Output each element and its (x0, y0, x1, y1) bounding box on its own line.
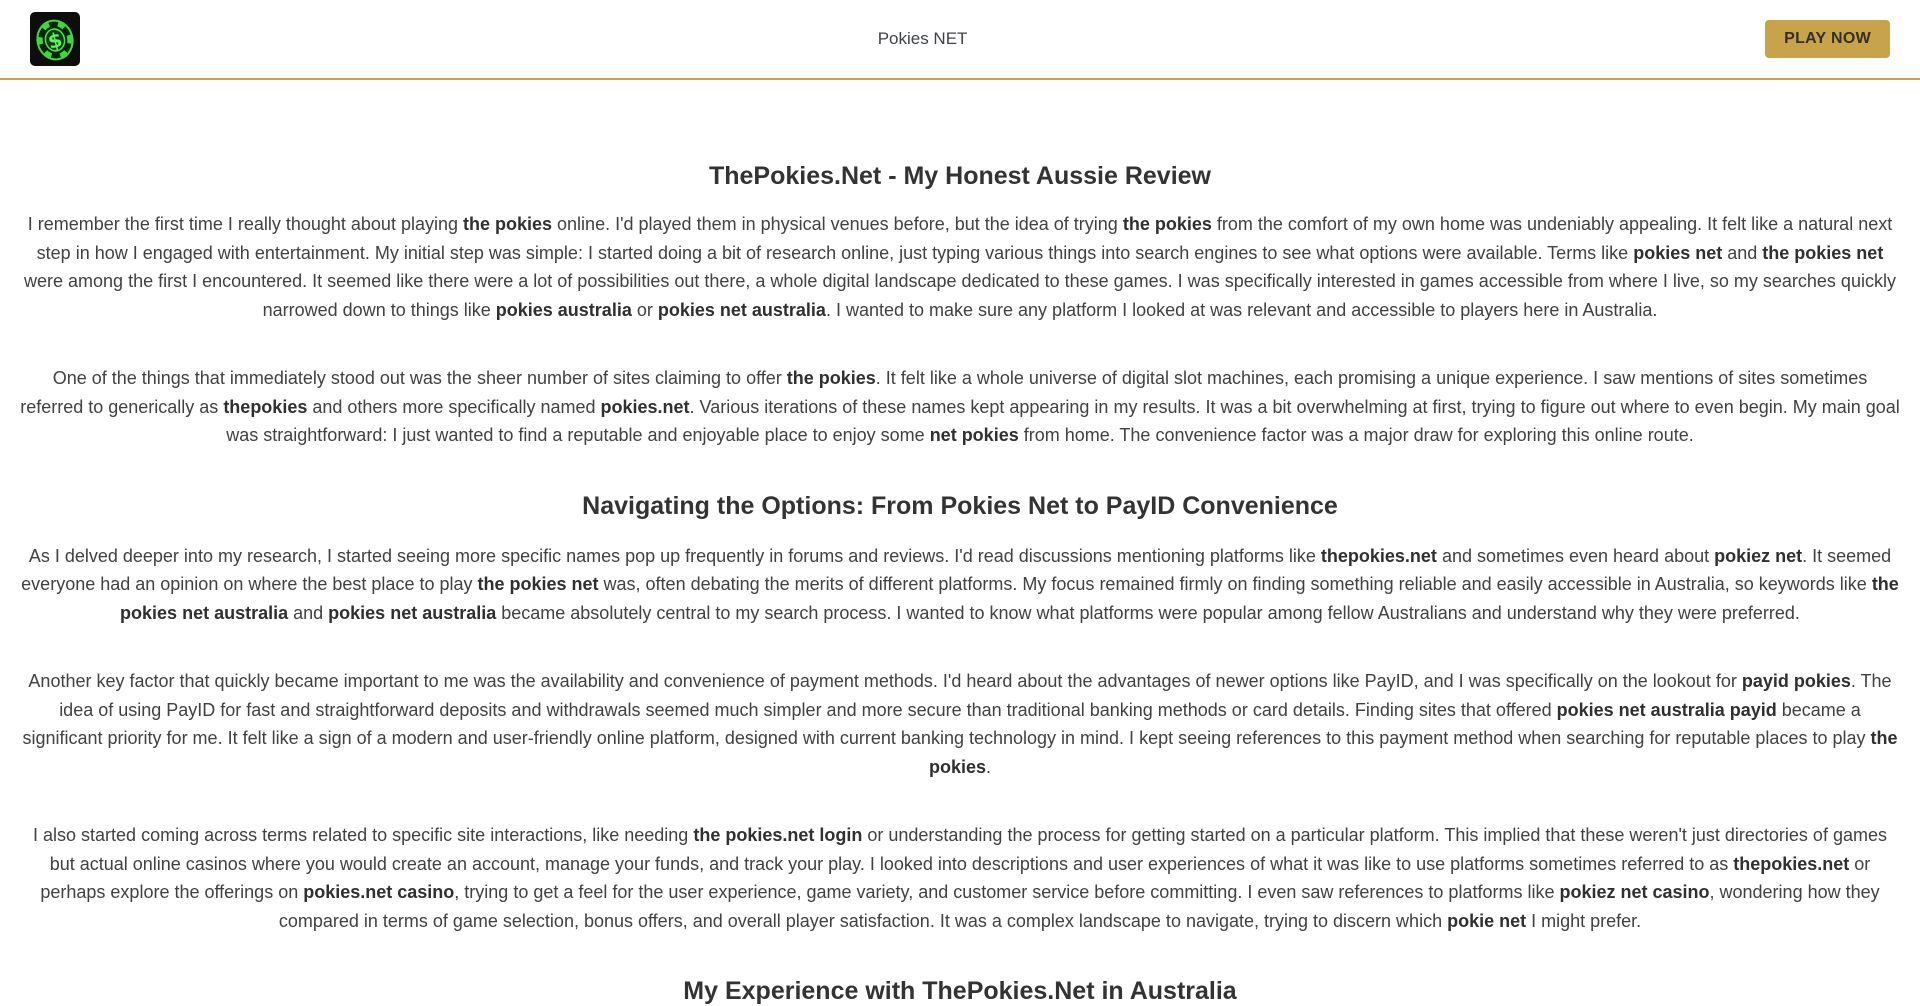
play-now-button[interactable]: PLAY NOW (1765, 20, 1890, 58)
site-logo[interactable] (30, 12, 80, 66)
article-title: ThePokies.Net - My Honest Aussie Review (708, 162, 1211, 190)
article-paragraph: Another key factor that quickly became important to me was the availability and convenience of payment methods. I'd heard about the advantages of newer options like PayID, and I was specifically on the lookout for payid pokies. The idea of using PayID for fast and straightforward deposits and withdrawals seemed much simpler and more secure than traditional banking methods or card details. Finding sites that offered pokies net australia payid became a significant priority for me. It felt like a sign of a modern and user-friendly online platform, designed with current banking technology in mind. I kept seeing references to this payment method when searching for reputable places to play the pokies. (22, 671, 1898, 777)
article-paragraph: As I delved deeper into my research, I started seeing more specific names pop up frequently in forums and reviews. I'd read discussions mentioning platforms like thepokies.net and sometimes even heard about pokiez net. It seemed everyone had an opinion on where the best place to play the pokies net was, often debating the merits of different platforms. My focus remained firmly on finding something reliable and easily accessible in Australia, so keywords like the pokies net australia and pokies net australia became absolutely central to my search process. I wanted to know what platforms were popular among fellow Australians and understand why they were preferred. (21, 545, 1899, 623)
article-paragraph: I remember the first time I really thought about playing the pokies online. I'd played them in physical venues before, but the idea of trying the pokies from the comfort of my own home was undeniably appealing. It felt like a natural next step in how I engaged with entertainment. My initial step was simple: I started doing a bit of research online, just typing various things into search engines to see what options were available. Terms like pokies net and the pokies net were among the first I encountered. It seemed like there were a lot of possibilities out there, a whole digital landscape dedicated to these games. I was specifically interested in games accessible from where I live, so my searches quickly narrowed down to things like pokies australia or pokies net australia. I wanted to make sure any platform I looked at was relevant and accessible to players here in Australia. (24, 214, 1896, 320)
article-paragraph: I also started coming across terms related to specific site interactions, like needing the pokies.net login or understanding the process for getting started on a particular platform. This implied that these weren't just directories of games but actual online casinos where you would create an account, manage your funds, and track your play. I looked into descriptions and user experiences of what it was like to use platforms sometimes referred to as thepokies.net or perhaps explore the offerings on pokies.net casino, trying to get a feel for the user experience, game variety, and customer service before committing. I even saw references to platforms like pokiez net casino, wondering how they compared in terms of game selection, bonus offers, and overall player satisfaction. It was a complex landscape to navigate, trying to discern which pokie net I might prefer. (33, 825, 1887, 931)
review-article (0, 162, 1920, 1006)
site-header (0, 0, 1920, 80)
casino-chip-dollar-icon (30, 12, 80, 66)
site-title: Pokies NET (877, 29, 968, 48)
article-paragraph: One of the things that immediately stood out was the sheer number of sites claiming to offer the pokies. It felt like a whole universe of digital slot machines, each promising a unique experience. I saw mentions of sites sometimes referred to generically as thepokies and others more specifically named pokies.net. Various iterations of these names kept appearing in my results. It was a bit overwhelming at first, trying to figure out where to even begin. My main goal was straightforward: I just wanted to find a reputable and enjoyable place to enjoy some net pokies from home. The convenience factor was a major draw for exploring this online route. (20, 368, 1900, 445)
section-heading-options: Navigating the Options: From Pokies Net to PayID Convenience (582, 491, 1338, 520)
section-heading-experience: My Experience with ThePokies.Net in Australia (683, 977, 1237, 1005)
svg-text:$: $ (45, 27, 65, 54)
